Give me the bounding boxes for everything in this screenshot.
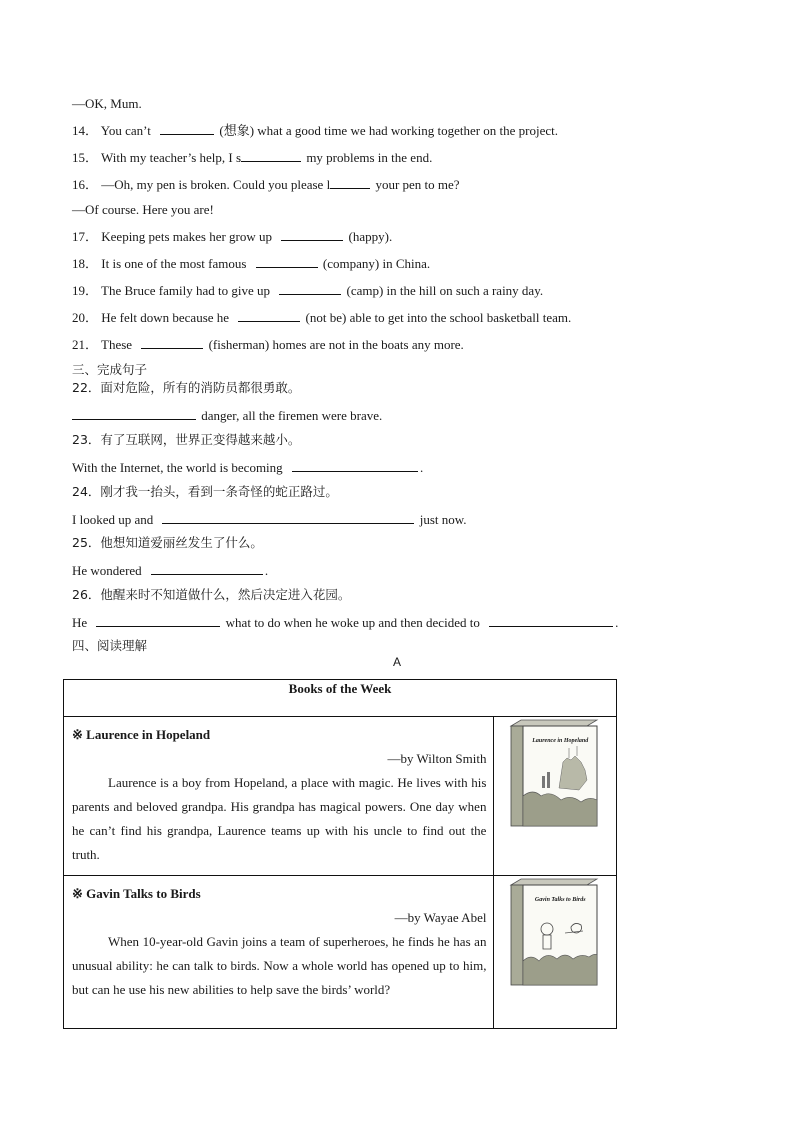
table-row <box>64 876 617 1029</box>
question-text: With the Internet, the world is becoming <box>72 460 283 475</box>
question-text: my problems in the end. <box>306 150 433 165</box>
dialogue-line: —Of course. Here you are! <box>72 202 214 217</box>
answer-blank[interactable] <box>330 176 370 189</box>
question-text: You can’t <box>100 123 151 138</box>
question-text: what to do when he woke up and then decided to <box>225 615 480 630</box>
book-title: ※ Laurence in Hopeland <box>72 727 211 742</box>
question-text: . <box>264 563 269 578</box>
question-20 <box>72 309 571 326</box>
section-heading: 四、阅读理解 <box>72 638 148 653</box>
book-author: —by Wayae Abel <box>394 910 487 925</box>
book-info <box>64 876 494 1029</box>
question-text: (not be) able to get into the school basketball team. <box>305 310 572 325</box>
question-text: He <box>72 615 88 630</box>
answer-blank[interactable] <box>162 511 414 524</box>
question-23-prompt: 23．有了互联网，世界正变得越来越小。 <box>72 432 301 447</box>
question-14 <box>72 122 558 139</box>
question-text: —Oh, my pen is broken. Could you please l <box>101 177 331 192</box>
question-24-answer <box>72 511 467 528</box>
question-26-prompt: 26．他醒来时不知道做什么，然后决定进入花园。 <box>72 587 351 602</box>
book-cover-image <box>509 718 601 828</box>
question-text: (happy). <box>348 229 393 244</box>
book-author: —by Wilton Smith <box>387 751 487 766</box>
question-text: just now. <box>419 512 467 527</box>
question-number: 20． <box>72 310 99 325</box>
question-24-prompt: 24．刚才我一抬头，看到一条奇怪的蛇正路过。 <box>72 484 338 499</box>
book-cover-image <box>509 877 601 987</box>
answer-blank[interactable] <box>292 459 418 472</box>
question-19 <box>72 282 543 299</box>
answer-blank[interactable] <box>489 614 613 627</box>
question-18 <box>72 255 430 272</box>
question-26-answer <box>72 614 618 631</box>
question-number: 21． <box>72 337 99 352</box>
book-description: When 10-year-old Gavin joins a team of superheroes, he finds he has an unusual ability: he can talk to birds. Now a whole world has opened up to him, but can he use his new abilities to help save the birds’ world? <box>72 934 487 997</box>
book-cover-cell <box>494 876 617 1029</box>
answer-blank[interactable] <box>256 255 318 268</box>
question-number: 14． <box>72 123 99 138</box>
answer-blank[interactable] <box>279 282 341 295</box>
question-25-prompt: 25．他想知道爱丽丝发生了什么。 <box>72 535 263 550</box>
answer-blank[interactable] <box>241 149 301 162</box>
question-text: He felt down because he <box>101 310 230 325</box>
passage-label: A <box>393 655 402 669</box>
answer-blank[interactable] <box>96 614 220 627</box>
question-text: . <box>615 615 619 630</box>
book-description: Laurence is a boy from Hopeland, a place with magic. He lives with his parents and beloved grandpa. His grandpa has magical powers. One day when he can’t find his grandpa, Laurence teams up with his uncle to find out the truth. <box>72 775 487 862</box>
book-info <box>64 717 494 876</box>
question-22-answer <box>72 407 382 424</box>
answer-blank[interactable] <box>72 407 196 420</box>
question-number: 16． <box>72 177 99 192</box>
question-text: These <box>101 337 133 352</box>
question-17 <box>72 228 392 245</box>
answer-blank[interactable] <box>238 309 300 322</box>
question-number: 15． <box>72 150 99 165</box>
question-number: 17． <box>72 229 99 244</box>
question-text: It is one of the most famous <box>101 256 247 271</box>
answer-blank[interactable] <box>151 562 263 575</box>
dialogue-line: —OK, Mum. <box>72 96 142 111</box>
question-text: (camp) in the hill on such a rainy day. <box>346 283 544 298</box>
question-text: The Bruce family had to give up <box>101 283 270 298</box>
question-21 <box>72 336 464 353</box>
question-text: your pen to me? <box>375 177 460 192</box>
question-text: I looked up and <box>72 512 154 527</box>
answer-blank[interactable] <box>141 336 203 349</box>
question-number: 19． <box>72 283 99 298</box>
book-cover-cell <box>494 717 617 876</box>
question-text: . <box>419 460 424 475</box>
question-text: (fisherman) homes are not in the boats any more. <box>208 337 464 352</box>
question-number: 18． <box>72 256 99 271</box>
question-text: (company) in China. <box>322 256 431 271</box>
cover-title: Gavin Talks to Birds <box>534 897 586 903</box>
cover-title: Laurence in Hopeland <box>532 738 589 744</box>
books-table <box>63 679 617 1029</box>
book-title: ※ Gavin Talks to Birds <box>72 886 201 901</box>
question-23-answer <box>72 459 423 476</box>
question-text: danger, all the firemen were brave. <box>201 408 383 423</box>
question-22-prompt: 22．面对危险，所有的消防员都很勇敢。 <box>72 380 301 395</box>
answer-blank[interactable] <box>281 228 343 241</box>
question-text: He wondered <box>72 563 142 578</box>
answer-blank[interactable] <box>160 122 214 135</box>
question-16 <box>72 176 460 193</box>
question-25-answer <box>72 562 268 579</box>
table-header: Books of the Week <box>64 680 617 717</box>
question-text: With my teacher’s help, I s <box>101 150 242 165</box>
section-heading: 三、完成句子 <box>72 362 148 377</box>
table-row <box>64 717 617 876</box>
question-text: Keeping pets makes her grow up <box>101 229 273 244</box>
question-text: (想象) what a good time we had working together on the project. <box>219 123 559 138</box>
question-15 <box>72 149 432 166</box>
